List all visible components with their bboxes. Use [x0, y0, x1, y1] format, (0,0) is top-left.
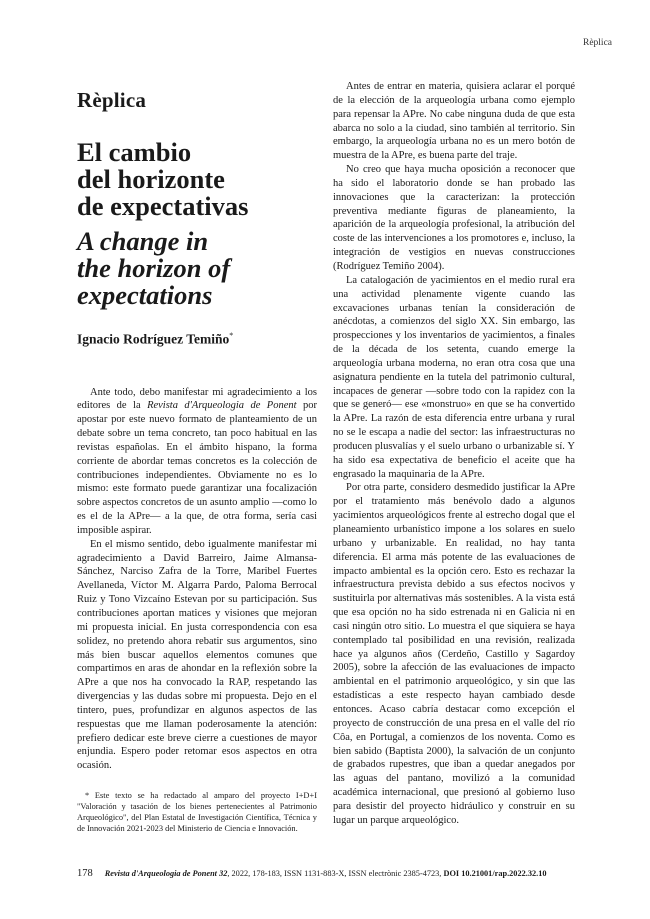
- doi-link[interactable]: DOI 10.21001/rap.2022.32.10: [443, 869, 547, 878]
- running-head: Rèplica: [582, 38, 612, 48]
- journal-name: Revista d'Arqueologia de Ponent: [147, 400, 297, 412]
- paragraph: En el mismo sentido, debo igualmente manifestar mi agradecimiento a David Barreiro, Jaime Almansa-Sánchez, Narciso Zafra de la Torre, Maribel Fuertes Avellaneda, Víctor M. Algarra Pardo, Paloma Berrocal Ruiz y Tono Vizcaíno Estevan por su participación. Sus contribuciones aportan matices y visiones que mejoran mi propuesta inicial. En justa correspondencia con esa solidez, no pretendo ahora rebatir sus argumentos, sino más bien buscar aquellos elementos comunes que compartimos en aras de ahondar en la reflexión sobre la APre a que nos ha convocado la RAP, respetando las divergencias y las dudas sobre mi propuesta. Dejo en el tintero, pues, profundizar en algunos aspectos de las respuestas que me llaman poderosamente la atención: prefiero dedicar este breve cierre a cuestiones de mayor enjundia. Espero poder retomar esos aspectos en otra ocasión.: [77, 538, 317, 772]
- paragraph: No creo que haya mucha oposición a reconocer que ha sido el laboratorio donde se han probado las innovaciones que la caracterizan: la protección preventiva mediante figuras de planeamiento, la aparición de la arqueología profesional, la atribución del coste de las intervenciones a los promotores e, incluso, la integración de vestigios en nuevas construcciones (Rodríguez Temiño 2004).: [333, 164, 575, 272]
- paragraph: Por otra parte, considero desmedido justificar la APre por el tratamiento más benévolo dado a algunos yacimientos arqueológicos frente al estrecho dogal que el planeamiento urbanístico impone a los solares en suelo urbano y urbanizable. En realidad, no hay tanta diferencia. El arma más potente de las evaluaciones de impacto ambiental es la opción cero. Esto es rechazar la infraestructura prevista debido a sus efectos nocivos y sustituirla por alternativas más sostenibles. A la vista está que esa opción no ha sido estrenada ni en Galicia ni en casi ningún otro sitio. Lo muestra el que siquiera se haya contemplado tal posibilidad en una revisión, realizada hace ya algunos años (Cerdeño, Castillo y Sagardoy 2005), sobre la afección de las evaluaciones de impacto ambiental en el patrimonio arqueológico, y sin que las estadísticas a este respecto hayan cambiado desde entonces. Acaso cabría destacar como excepción el proyecto de construcción de una presa en el valle del río Côa, en Portugal, a comienzos de los noventa. Como es bien sabido (Baptista 2000), la salvación de un conjunto de grabados rupestres, que iban a quedar anegados por las aguas del pantano, movilizó a la comunidad académica internacional, que presionó al gobierno luso para desistir del proyecto hidráulico y construir en su lugar un parque arqueológico.: [333, 482, 575, 826]
- left-column: [77, 88, 317, 773]
- paragraph: La catalogación de yacimientos en el medio rural era una actividad plenamente vigente cuando las excavaciones urbanas tenían la consideración de anécdotas, a comienzos del siglo XX. Sin embargo, las prospecciones y los inventarios de yacimientos, a finales de la década de los setenta, cuando emerge la arqueología urbana moderna, no eran otra cosa que una asignatura pendiente en la tutela del patrimonio cultural, incapaces de generar —sobre todo con la rapidez con la que se generó— ese «monstruo» en que se ha convertido la APre. La razón de esta diferencia entre urbana y rural no se le escapa a nadie del sector: las infraestructuras no producen plusvalías y el suelo urbano o urbanizable sí. Y ha sido esa expectativa de beneficio el aceite que ha engrasado la maquinaria de la APre.: [333, 274, 575, 480]
- footnote: * Este texto se ha redactado al amparo del proyecto I+D+I "Valoración y tasación de los bienes pertenecientes al Patrimonio Arqueológico", del Plan Estatal de Investigación Científica, Técnica y de Innovación 2021-2023 del Ministerio de Ciencia e Innovación.: [77, 791, 317, 833]
- article-title-spanish: [77, 139, 317, 220]
- left-body-text: [77, 386, 317, 774]
- author-name: [77, 331, 317, 348]
- title-en-line-3: expectations: [77, 280, 213, 310]
- article-title-english: [77, 228, 317, 309]
- page-footer: [77, 868, 597, 879]
- title-es-line-3: de expectativas: [77, 191, 249, 221]
- title-en-line-1: A change in: [77, 226, 209, 256]
- author-text: Ignacio Rodríguez Temiño: [77, 331, 230, 347]
- paragraph-text: Ante todo, debo manifestar mi agradecimiento a los editores de la: [77, 386, 317, 412]
- title-en-line-2: the horizon of: [77, 253, 231, 283]
- paragraph: Antes de entrar en materia, quisiera aclarar el porqué de la elección de la arqueología urbana como ejemplo para repensar la APre. No cabe ninguna duda de que esta abarca no solo a la ciudad, sino también al territorio. Sin embargo, la arqueología urbana no es un mero botón de muestra de la APre, es buena parte del traje.: [333, 81, 575, 162]
- page-number: 178: [77, 868, 93, 879]
- publication-details: , 2022, 178-183, ISSN 1131-883-X, ISSN electrònic 2385-4723,: [227, 869, 444, 878]
- section-label: Rèplica: [77, 88, 147, 112]
- author-footnote-mark[interactable]: *: [229, 331, 234, 340]
- paragraph-text: por apostar por este nuevo formato de planteamiento de un debate sobre un tema concreto, tan poco habitual en las revistas españolas. En el ámbito hispano, la forma corriente de abordar temas concretos es la colección de contribuciones independientes. Obviamente no es lo mismo: este formato puede garantizar una focalización sobre aspectos concretos de un asunto amplio —como lo es el de la APre— a la que, de otra forma, sería casi imposible aspirar.: [77, 400, 317, 536]
- journal-title: Revista d'Arqueologia de Ponent 32: [104, 869, 228, 878]
- title-es-line-1: El cambio: [77, 137, 192, 167]
- paragraph: [77, 386, 317, 538]
- title-es-line-2: del horizonte: [77, 164, 225, 194]
- right-column: [333, 80, 575, 828]
